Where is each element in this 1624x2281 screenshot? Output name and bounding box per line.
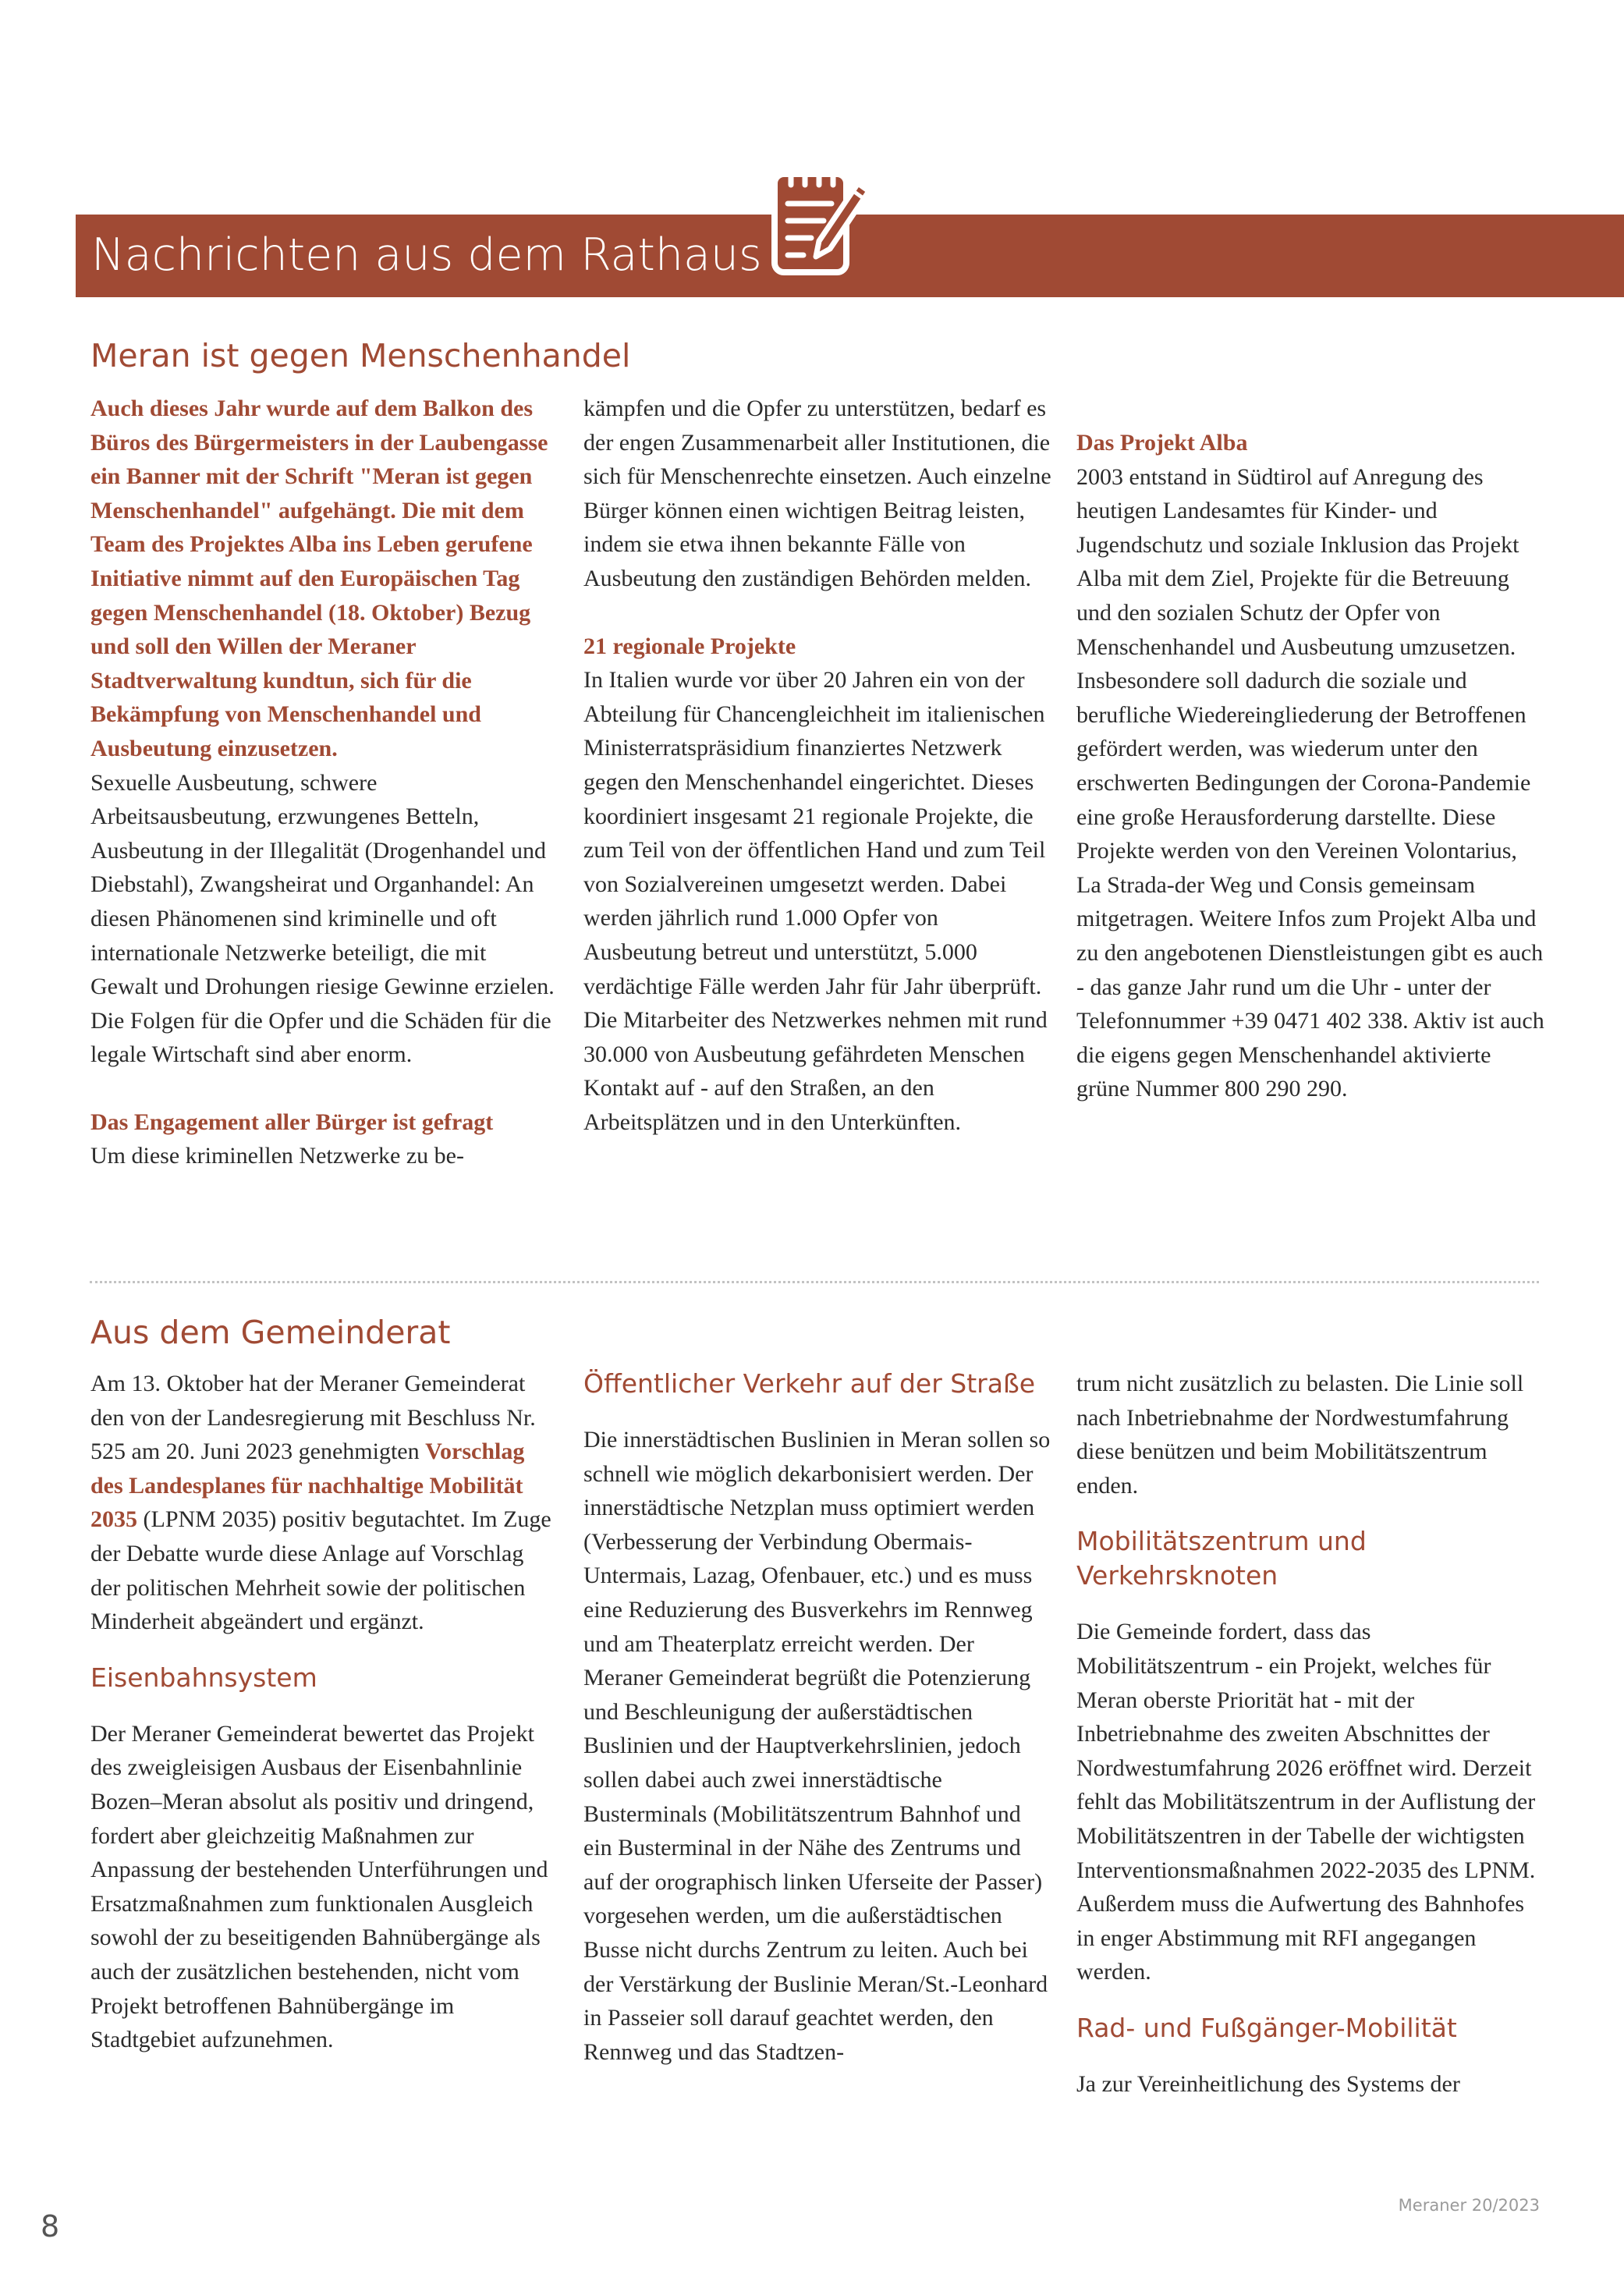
article1-paragraph-2b: kämpfen und die Opfer zu unterstützen, bedarf es der engen Zusammenarbeit aller Institutionen, die sich für Menschenrechte einsetzen. Auch einzelne Bürger können einen wichtigen Beitrag leisten, indem sie etwa ihnen bekannte Fälle von Ausbeutung den zuständigen Behörden melden. bbox=[583, 396, 1051, 591]
article1-paragraph-4: 2003 entstand in Südtirol auf Anregung des heutigen Landesamtes für Kinder- und Jugendschutz und soziale Inklusion das Projekt Alba mit dem Ziel, Projekte für die Betreuung und den sozialen Schutz der Opfer von Menschenhandel und Ausbeutung umzusetzen. Insbesondere soll dadurch die soziale und berufliche Wiedereingliederung der Betroffenen gefördert werden, was wiederum unter den erschwerten Bedingungen der Corona-Pandemie eine große Herausforderung darstellte. Diese Projekte werden von den Vereinen Volontarius, La Strada-der Weg und Consis gemeinsam mitgetragen. Weitere Infos zum Projekt Alba und zu den angebotenen Dienstleistungen gibt es auch - das ganze Jahr rund um die Uhr - unter der Telefonnummer +39 0471 402 338. Aktiv ist auch die eigens gegen Menschenhandel aktivierte grüne Nummer 800 290 290. bbox=[1076, 463, 1544, 1102]
article-title-menschenhandel: Meran ist gegen Menschenhandel bbox=[90, 337, 631, 374]
article2-intro bbox=[90, 1367, 558, 1639]
article2-paragraph-transit-a: Die innerstädtischen Buslinien in Meran sollen so schnell wie möglich dekarbonisiert werden. Der innerstädtische Netzplan muss optimiert werden (Verbesserung der Verbindung Obermais-Untermais, Lazag, Ofenbauer, etc.) und es muss eine Reduzierung des Busverkehrs im Rennweg und am Theaterplatz erreicht werden. Der Meraner Gemeinderat begrüßt die Potenzierung und Beschleunigung der außerstädtischen Buslinien und der Hauptverkehrslinien, jedoch sollen dabei auch zwei innerstädtische Busterminals (Mobilitätszentrum Bahnhof und ein Busterminal in der Nähe des Zentrums und auf der orographisch linken Uferseite der Passer) vorgesehen werden, um die außerstädtischen Busse nicht durchs Zentrum zu leiten. Auch bei der Verstärkung der Buslinie Meran/St.-Leonhard in Passeier soll darauf geachtet werden, den Rennweg und das Stadtzen- bbox=[583, 1427, 1051, 2065]
subheading-engagement: Das Engagement aller Bürger ist gefragt bbox=[90, 1109, 494, 1135]
article1-column-3 bbox=[1076, 426, 1544, 1106]
article2-paragraph-transit-b: trum nicht zusätzlich zu belasten. Die Linie soll nach Inbetriebnahme der Nordwestumfahrung diese benützen und beim Mobilitätszentrum enden. bbox=[1076, 1371, 1524, 1499]
subheading-oeffentlicher-verkehr: Öffentlicher Verkehr auf der Straße bbox=[583, 1368, 1036, 1399]
subheading-eisenbahnsystem: Eisenbahnsystem bbox=[90, 1662, 317, 1693]
notepad-pencil-icon bbox=[771, 160, 872, 277]
subheading-projekt-alba: Das Projekt Alba bbox=[1076, 430, 1248, 456]
article2-paragraph-bike: Ja zur Vereinheitlichung des Systems der bbox=[1076, 2070, 1460, 2097]
article2-column-2 bbox=[583, 1367, 1051, 2069]
subheading-rad-fussgaenger: Rad- und Fußgänger-Mobilität bbox=[1076, 2012, 1457, 2043]
article1-paragraph-1: Sexuelle Ausbeutung, schwere Arbeitsausbeutung, erzwungenes Betteln, Ausbeutung in der Illegalität (Drogenhandel und Diebstahl), Zwangsheirat und Organhandel: An diesen Phänomenen sind kriminelle und oft internationale Netzwerke beteiligt, die mit Gewalt und Drohungen riesige Gewinne erzielen. Die Folgen für die Opfer und die Schäden für die legale Wirtschaft sind aber enorm. bbox=[90, 769, 555, 1068]
article2-column-1 bbox=[90, 1367, 558, 2057]
article2-paragraph-rail: Der Meraner Gemeinderat bewertet das Projekt des zweigleisigen Ausbaus der Eisenbahnlinie Bozen–Meran absolut als positiv und dringend, fordert aber gleichzeitig Maßnahmen zur Anpassung der bestehenden Unterführungen und Ersatzmaßnahmen zum funktionalen Ausgleich sowohl der zu beseitigenden Bahnübergänge als auch der zusätzlichen bestehenden, nicht vom Projekt betroffenen Bahnübergänge im Stadtgebiet aufzunehmen. bbox=[90, 1720, 548, 2053]
article-title-gemeinderat: Aus dem Gemeinderat bbox=[90, 1314, 451, 1351]
article1-lead: Auch dieses Jahr wurde auf dem Balkon des Büros des Bürgermeisters in der Laubengasse ein Banner mit der Schrift "Meran ist gegen Menschenhandel" aufgehängt. Die mit dem Team des Projektes Alba ins Leben gerufene Initiative nimmt auf den Europäischen Tag gegen Menschenhandel (18. Oktober) Bezug und soll den Willen der Meraner Stadtverwaltung kundtun, sich für die Bekämpfung von Menschenhandel und Ausbeutung einzusetzen. bbox=[90, 396, 548, 761]
section-divider bbox=[90, 1281, 1539, 1283]
article2-intro-a: Am 13. Oktober hat der Meraner Gemeinderat den von der Landesregierung mit Beschluss Nr. 525 am 20. Juni 2023 genehmigten bbox=[90, 1371, 536, 1465]
article1-paragraph-3: In Italien wurde vor über 20 Jahren ein von der Abteilung für Chancengleichheit im italienischen Ministerratspräsidium finanziertes Netzwerk gegen den Menschenhandel eingerichtet. Dieses koordiniert insgesamt 21 regionale Projekte, die zum Teil von der öffentlichen Hand und zum Teil von Sozialvereinen umgesetzt werden. Dabei werden jährlich rund 1.000 Opfer von Ausbeutung betreut und unterstützt, 5.000 verdächtige Fälle werden Jahr für Jahr überprüft. Die Mitarbeiter des Netzwerkes nehmen mit rund 30.000 von Ausbeutung gefährdeten Menschen Kontakt auf - auf den Straßen, an den Arbeitsplätzen und in den Unterkünften. bbox=[583, 667, 1048, 1135]
section-title: Nachrichten aus dem Rathaus bbox=[91, 229, 762, 281]
subheading-regionale-projekte: 21 regionale Projekte bbox=[583, 633, 796, 659]
article1-column-1 bbox=[90, 392, 558, 1173]
article1-column-2 bbox=[583, 392, 1051, 1139]
article2-paragraph-mobility: Die Gemeinde fordert, dass das Mobilitätszentrum - ein Projekt, welches für Meran oberste Priorität hat - mit der Inbetriebnahme des zweiten Abschnittes der Nordwestumfahrung 2026 eröffnet wird. Derzeit fehlt das Mobilitätszentrum in der Auflistung der Mobilitätszentren in der Tabelle der wichtigsten Interventionsmaßnahmen 2022-2035 des LPNM. Außerdem muss die Aufwertung des Bahnhofes in enger Abstimmung mit RFI angegangen werden. bbox=[1076, 1619, 1536, 1985]
article2-intro-b: (LPNM 2035) positiv begutachtet. Im Zuge der Debatte wurde diese Anlage auf Vorschlag der politischen Mehrheit sowie der politischen Minderheit abgeändert und ergänzt. bbox=[90, 1506, 551, 1635]
article2-column-3 bbox=[1076, 1367, 1544, 2102]
magazine-issue: Meraner 20/2023 bbox=[1398, 2196, 1540, 2215]
article1-paragraph-2a: Um diese kriminellen Netzwerke zu be- bbox=[90, 1143, 464, 1169]
article2-intro-highlight: Vorschlag des Landesplanes für nachhaltige Mobilität 2035 bbox=[90, 1438, 525, 1533]
page-number: 8 bbox=[41, 2209, 60, 2244]
subheading-mobilitaetszentrum: Mobilitätszentrum und Verkehrsknoten bbox=[1076, 1526, 1367, 1591]
